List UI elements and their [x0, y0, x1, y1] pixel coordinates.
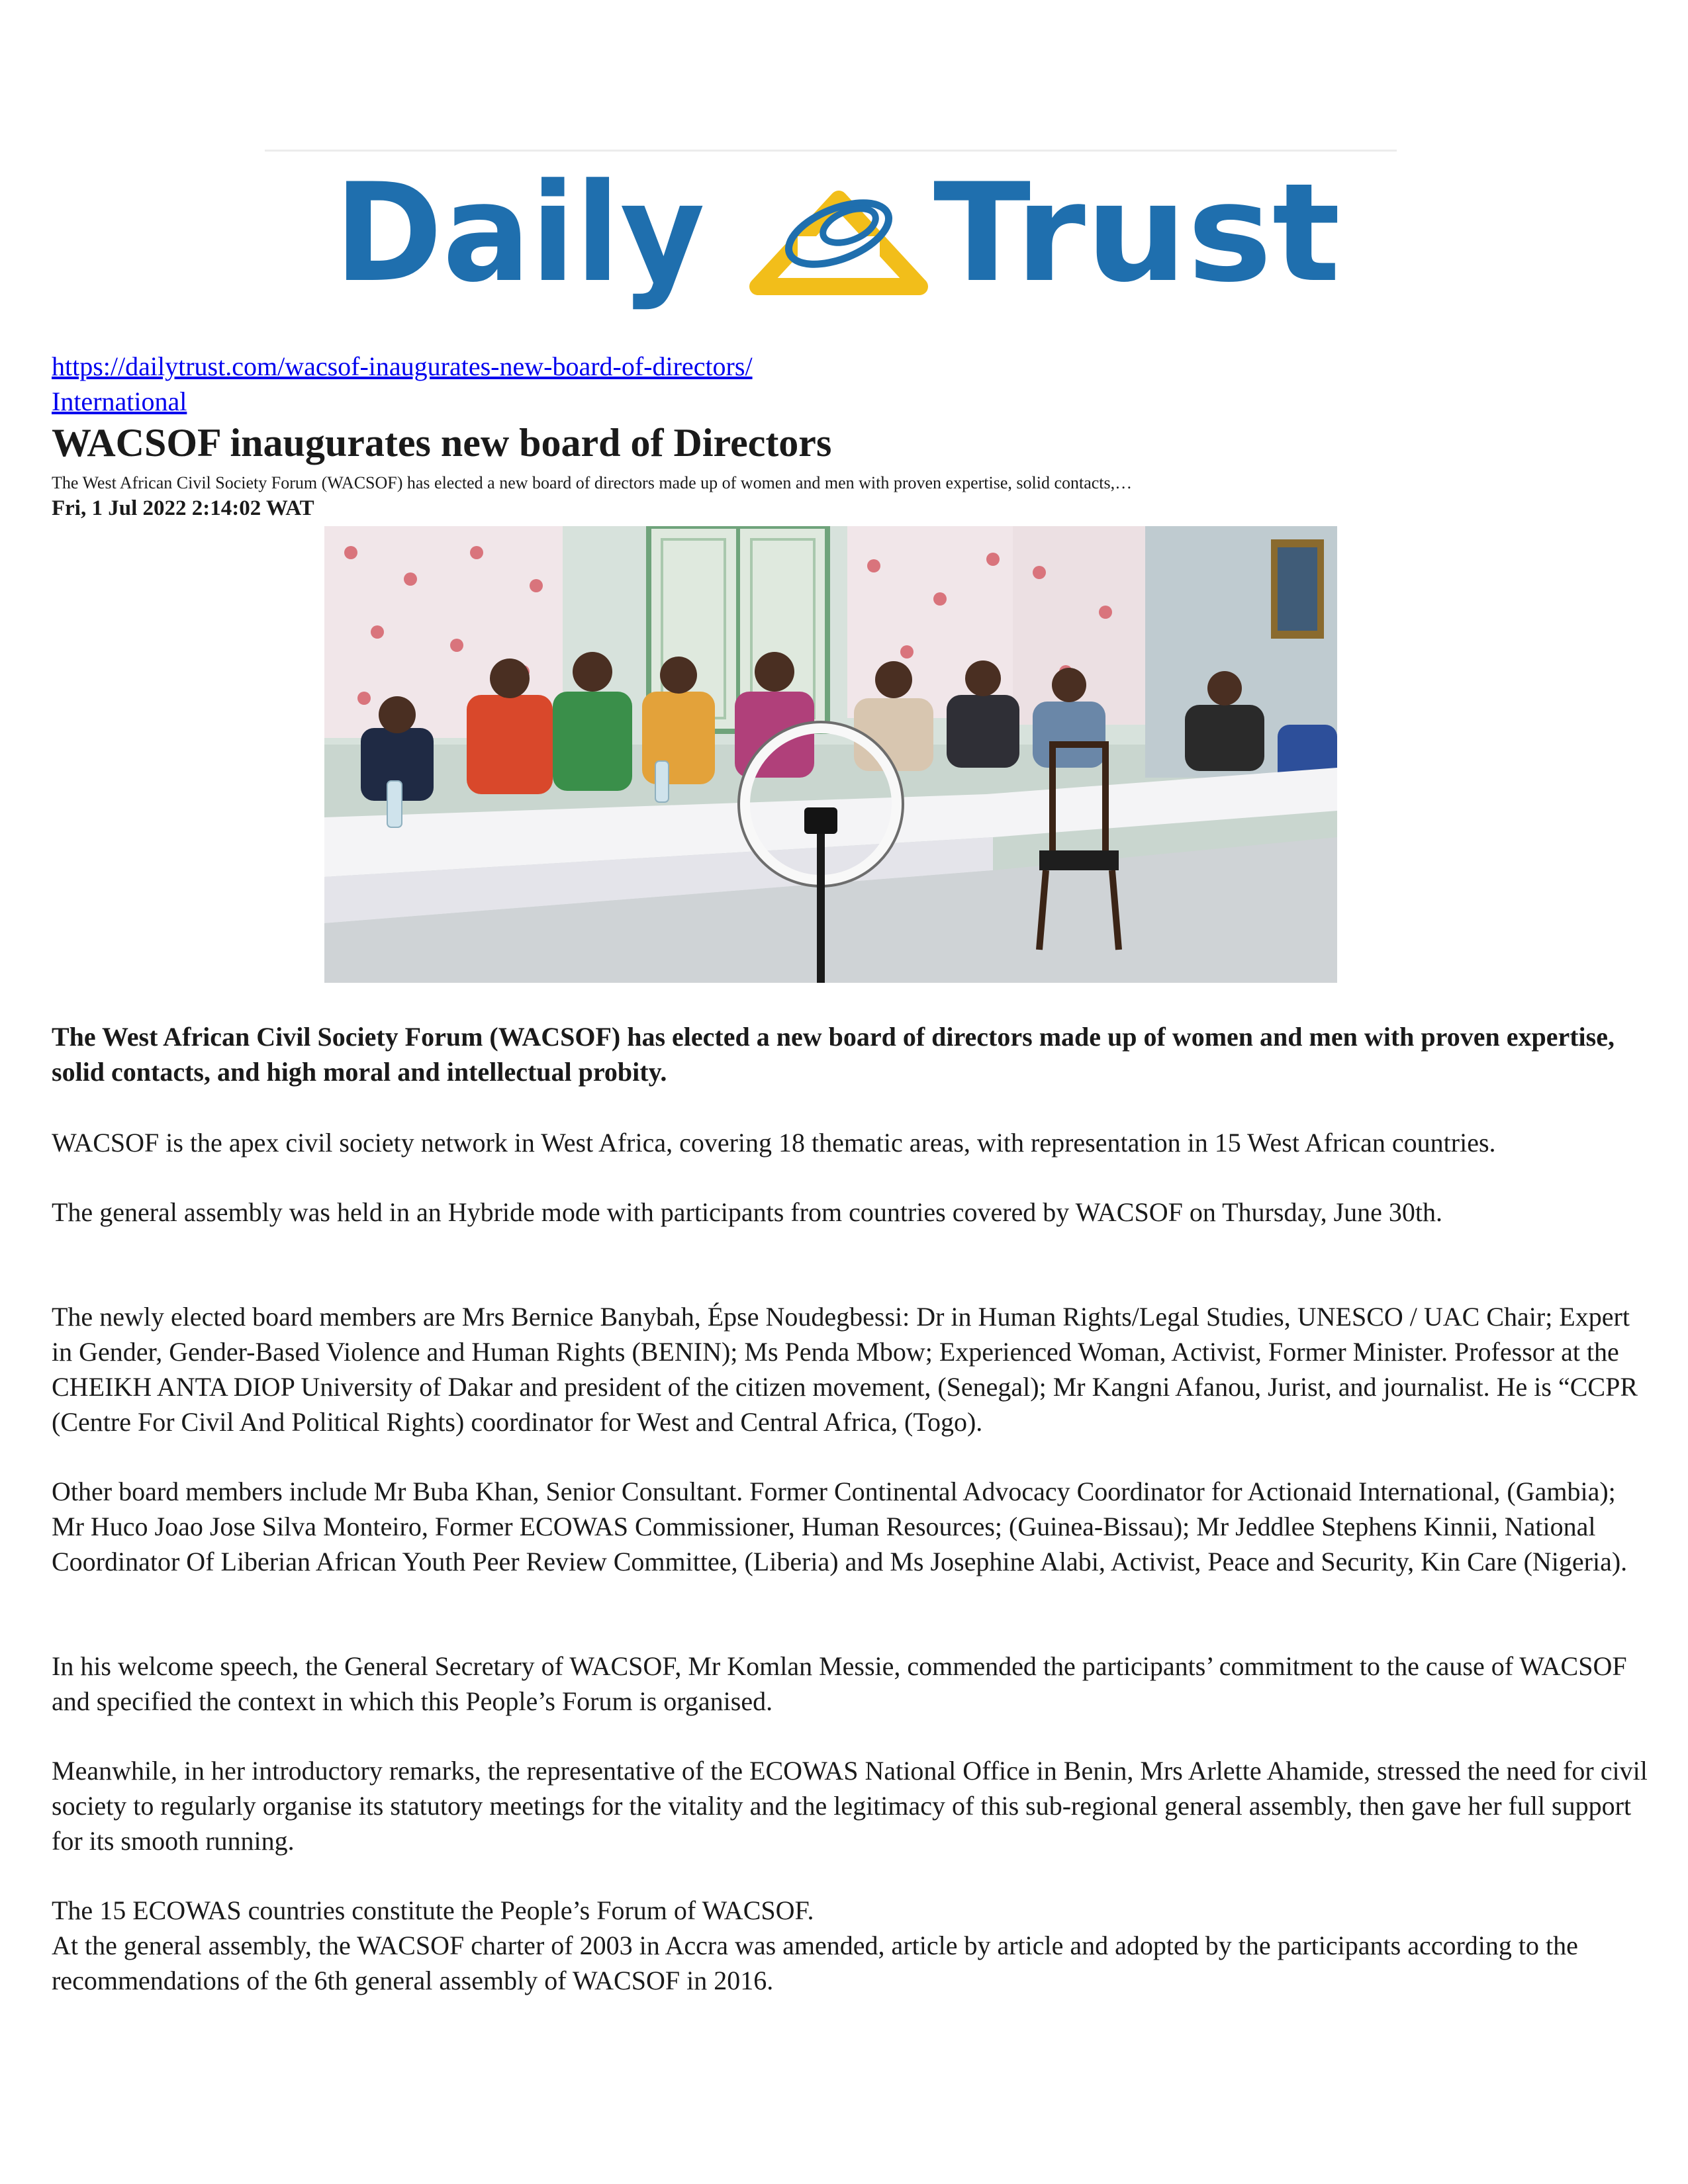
- body-paragraph-6: Meanwhile, in her introductory remarks, the representative of the ECOWAS National Office in Benin, Mrs Arlette Ahamide, stressed the need for civil society to regularly organise its statutory meetings for the vitality and the legitimacy of this sub-regional general assembly, then gave her full support for its smooth running.: [52, 1756, 1648, 1856]
- body-paragraph-1: WACSOF is the apex civil society network in West Africa, covering 18 thematic areas, with representation in 15 West African countries.: [52, 1128, 1496, 1158]
- logo-word-daily: Daily: [334, 162, 705, 312]
- section-link-international[interactable]: International: [52, 387, 187, 416]
- body-paragraph-2: The general assembly was held in an Hybride mode with participants from countries covered by WACSOF on Thursday, June 30th.: [52, 1197, 1443, 1227]
- body-paragraph-8: At the general assembly, the WACSOF charter of 2003 in Accra was amended, article by article and adopted by the participants according to the recommendations of the 6th general assembly of WACSOF in 2016.: [52, 1931, 1578, 1995]
- logo-word-trust: Trust: [933, 162, 1340, 312]
- article-lead: The West African Civil Society Forum (WACSOF) has elected a new board of directors made up of women and men with proven expertise, solid contacts, and high moral and intellectual probity.: [52, 1022, 1615, 1087]
- article-photo: [324, 526, 1337, 983]
- body-paragraph-4: Other board members include Mr Buba Khan, Senior Consultant. Former Continental Advocacy Coordinator for Actionaid International, (Gambia); Mr Huco Joao Jose Silva Monteiro, Former ECOWAS Commissioner, Human Resources; (Guinea-Bissau); Mr Jeddlee Stephens Kinnii, National Coordinator Of Liberian African Youth Peer Review Committee, (Liberia) and Ms Josephine Alabi, Activist, Peace and Security, Kin Care (Nigeria).: [52, 1477, 1628, 1576]
- logo-emblem-icon: [758, 191, 919, 287]
- top-divider: [265, 150, 1397, 152]
- body-paragraph-7: The 15 ECOWAS countries constitute the People’s Forum of WACSOF.: [52, 1895, 814, 1925]
- body-paragraph-3: The newly elected board members are Mrs Bernice Banybah, Épse Noudegbessi: Dr in Human Rights/Legal Studies, UNESCO / UAC Chair; Expert in Gender, Gender-Based Violence and Human Rights (BENIN); Ms Penda Mbow; Experienced Woman, Activist, Former Minister. Professor at the CHEIKH ANTA DIOP University of Dakar and president of the citizen movement, (Senegal); Mr Kangni Afanou, Jurist, and journalist. He is “CCPR (Centre For Civil And Political Rights) coordinator for West and Central Africa, (Togo).: [52, 1302, 1638, 1437]
- article-date: Fri, 1 Jul 2022 2:14:02 WAT: [52, 496, 314, 520]
- body-paragraph-5: In his welcome speech, the General Secretary of WACSOF, Mr Komlan Messie, commended the participants’ commitment to the cause of WACSOF and specified the context in which this People’s Forum is organised.: [52, 1651, 1627, 1716]
- article-headline: WACSOF inaugurates new board of Directors: [52, 421, 832, 465]
- article-summary: The West African Civil Society Forum (WACSOF) has elected a new board of directors made up of women and men with proven expertise, solid contacts,…: [52, 473, 1133, 492]
- article-url-link[interactable]: https://dailytrust.com/wacsof-inaugurates-new-board-of-directors/: [52, 351, 753, 381]
- daily-trust-logo[interactable]: [334, 162, 1340, 334]
